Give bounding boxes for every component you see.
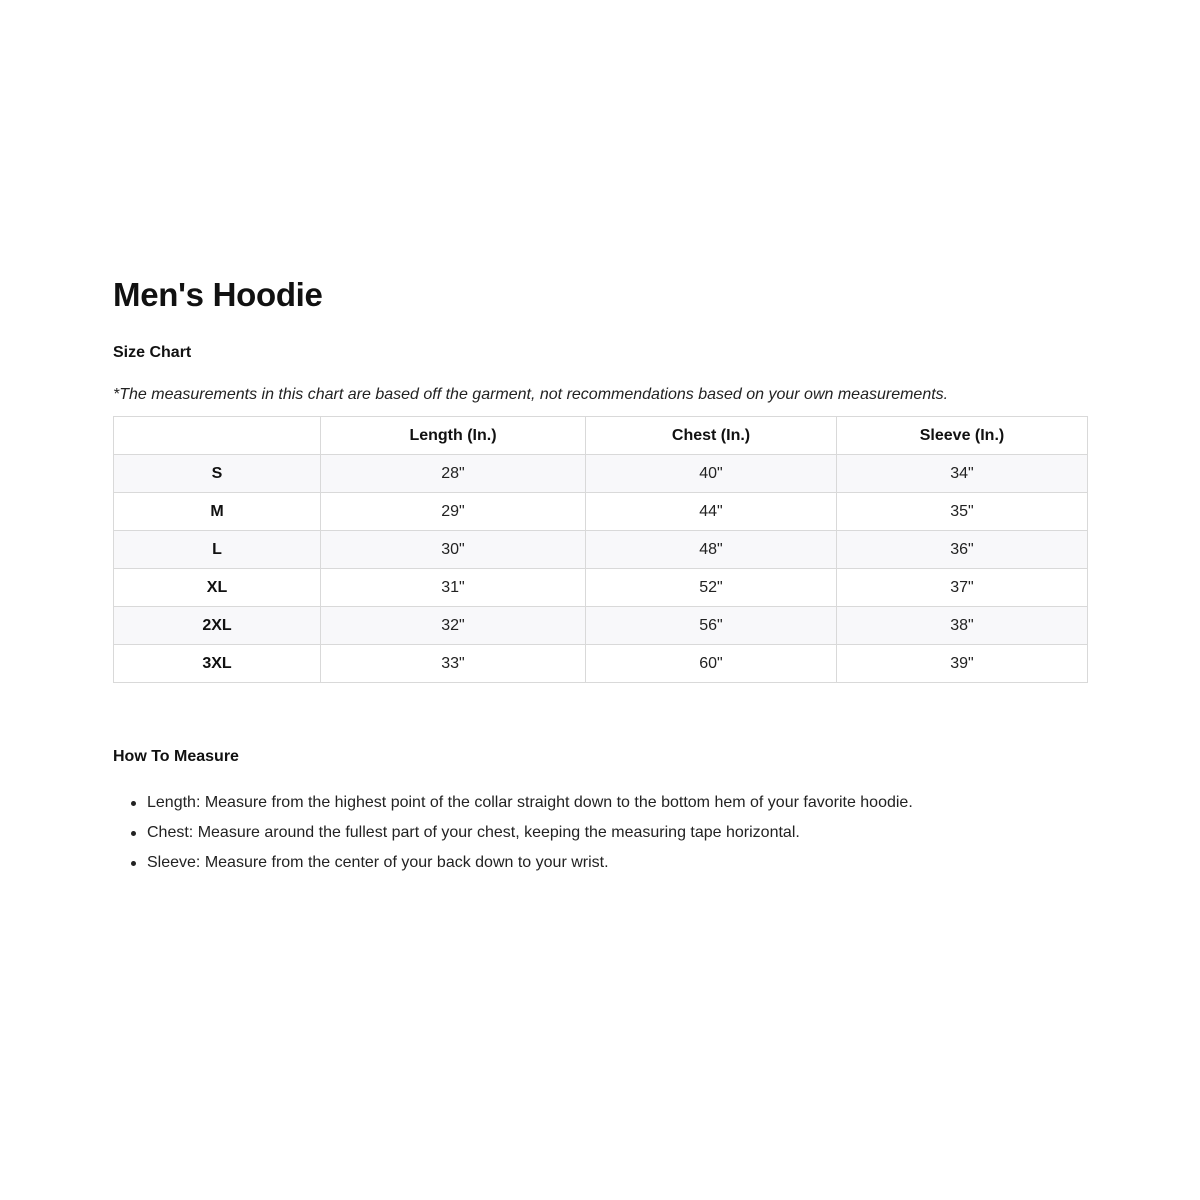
list-item-text: Length: Measure from the highest point of the collar straight down to the bottom hem of your favorite hoodie. — [147, 794, 913, 811]
column-header-size — [114, 417, 321, 455]
bullet-icon — [131, 801, 136, 806]
how-to-measure-heading: How To Measure — [113, 748, 239, 765]
length-cell: 31" — [321, 569, 586, 607]
sleeve-cell: 39" — [837, 645, 1088, 683]
size-cell: XL — [114, 569, 321, 607]
length-cell: 28" — [321, 455, 586, 493]
page-title: Men's Hoodie — [113, 276, 323, 313]
column-header-length: Length (In.) — [321, 417, 586, 455]
size-cell: M — [114, 493, 321, 531]
table-row — [114, 455, 1088, 493]
size-chart-disclaimer: *The measurements in this chart are based off the garment, not recommendations based on your own measurements. — [113, 386, 949, 403]
table-row — [114, 645, 1088, 683]
size-cell: L — [114, 531, 321, 569]
sleeve-cell: 35" — [837, 493, 1088, 531]
chest-cell: 44" — [586, 493, 837, 531]
chest-cell: 56" — [586, 607, 837, 645]
size-guide-page — [113, 272, 1087, 878]
table-row — [114, 569, 1088, 607]
sleeve-cell: 34" — [837, 455, 1088, 493]
sleeve-cell: 36" — [837, 531, 1088, 569]
column-header-chest: Chest (In.) — [586, 417, 837, 455]
chest-cell: 48" — [586, 531, 837, 569]
length-cell: 32" — [321, 607, 586, 645]
list-item-text: Chest: Measure around the fullest part of your chest, keeping the measuring tape horizontal. — [147, 824, 800, 841]
measure-instructions-list — [113, 788, 1087, 878]
list-item — [147, 818, 1087, 848]
sleeve-cell: 37" — [837, 569, 1088, 607]
table-header-row — [114, 417, 1088, 455]
list-item — [147, 848, 1087, 878]
size-chart-table — [113, 416, 1088, 683]
size-chart-heading: Size Chart — [113, 344, 192, 361]
bullet-icon — [131, 861, 136, 866]
chest-cell: 40" — [586, 455, 837, 493]
list-item-text: Sleeve: Measure from the center of your back down to your wrist. — [147, 854, 609, 871]
size-cell: 2XL — [114, 607, 321, 645]
length-cell: 30" — [321, 531, 586, 569]
column-header-sleeve: Sleeve (In.) — [837, 417, 1088, 455]
chest-cell: 52" — [586, 569, 837, 607]
list-item — [147, 788, 1087, 818]
table-row — [114, 607, 1088, 645]
table-row — [114, 493, 1088, 531]
size-cell: 3XL — [114, 645, 321, 683]
length-cell: 29" — [321, 493, 586, 531]
length-cell: 33" — [321, 645, 586, 683]
bullet-icon — [131, 831, 136, 836]
size-cell: S — [114, 455, 321, 493]
chest-cell: 60" — [586, 645, 837, 683]
table-row — [114, 531, 1088, 569]
sleeve-cell: 38" — [837, 607, 1088, 645]
